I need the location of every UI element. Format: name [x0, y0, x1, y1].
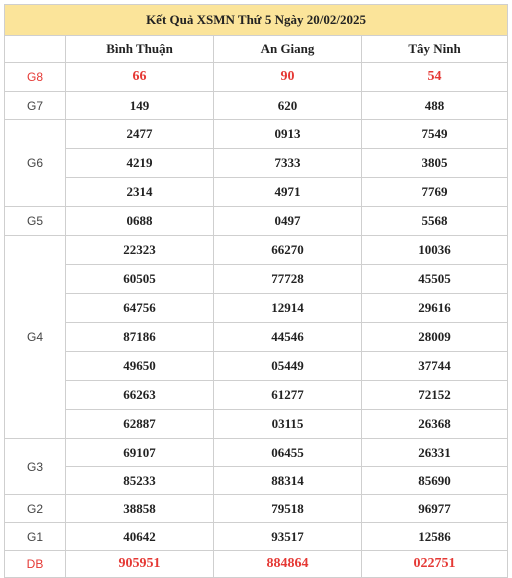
- prize-number: 26331: [362, 439, 508, 467]
- prize-row-g4: [5, 352, 508, 381]
- prize-number: 64756: [66, 294, 214, 323]
- province-header: Bình Thuận: [66, 36, 214, 63]
- prize-label: DB: [5, 551, 66, 578]
- prize-number: 0497: [214, 207, 362, 236]
- prize-number: 12914: [214, 294, 362, 323]
- prize-number: 7769: [362, 178, 508, 207]
- prize-number: 022751: [362, 551, 508, 578]
- prize-number: 05449: [214, 352, 362, 381]
- lottery-results-table: [4, 4, 508, 578]
- prize-row-g4: [5, 323, 508, 352]
- title-row: [5, 5, 508, 36]
- prize-number: 54: [362, 63, 508, 92]
- prize-number: 61277: [214, 381, 362, 410]
- prize-label: G1: [5, 523, 66, 551]
- prize-number: 66270: [214, 236, 362, 265]
- prize-number: 62887: [66, 410, 214, 439]
- prize-number: 87186: [66, 323, 214, 352]
- prize-label: G3: [5, 439, 66, 495]
- prize-number: 7333: [214, 149, 362, 178]
- prize-number: 44546: [214, 323, 362, 352]
- prize-number: 77728: [214, 265, 362, 294]
- prize-number: 29616: [362, 294, 508, 323]
- prize-row-g4: [5, 410, 508, 439]
- prize-number: 2314: [66, 178, 214, 207]
- prize-number: 0688: [66, 207, 214, 236]
- prize-number: 7549: [362, 120, 508, 149]
- prize-number: 90: [214, 63, 362, 92]
- prize-number: 85690: [362, 467, 508, 495]
- prize-row-g7: [5, 92, 508, 120]
- prize-number: 4219: [66, 149, 214, 178]
- prize-number: 884864: [214, 551, 362, 578]
- prize-row-g3: [5, 439, 508, 467]
- prize-number: 37744: [362, 352, 508, 381]
- results-container: [4, 4, 507, 578]
- prize-number: 22323: [66, 236, 214, 265]
- province-header: An Giang: [214, 36, 362, 63]
- prize-number: 85233: [66, 467, 214, 495]
- table-title: Kết Quả XSMN Thứ 5 Ngày 20/02/2025: [5, 5, 508, 36]
- prize-number: 620: [214, 92, 362, 120]
- prize-number: 79518: [214, 495, 362, 523]
- prize-number: 0913: [214, 120, 362, 149]
- prize-number: 2477: [66, 120, 214, 149]
- prize-number: 60505: [66, 265, 214, 294]
- prize-row-g8: [5, 63, 508, 92]
- prize-number: 38858: [66, 495, 214, 523]
- prize-row-g1: [5, 523, 508, 551]
- prize-number: 5568: [362, 207, 508, 236]
- prize-number: 488: [362, 92, 508, 120]
- prize-number: 88314: [214, 467, 362, 495]
- prize-number: 66263: [66, 381, 214, 410]
- prize-row-g4: [5, 236, 508, 265]
- prize-row-g5: [5, 207, 508, 236]
- prize-row-g4: [5, 265, 508, 294]
- prize-number: 96977: [362, 495, 508, 523]
- prize-number: 45505: [362, 265, 508, 294]
- prize-number: 93517: [214, 523, 362, 551]
- prize-number: 3805: [362, 149, 508, 178]
- prize-row-g6: [5, 149, 508, 178]
- prize-number: 72152: [362, 381, 508, 410]
- prize-row-g6: [5, 120, 508, 149]
- province-header-row: [5, 36, 508, 63]
- prize-number: 49650: [66, 352, 214, 381]
- prize-number: 06455: [214, 439, 362, 467]
- prize-number: 4971: [214, 178, 362, 207]
- prize-row-g4: [5, 381, 508, 410]
- prize-number: 149: [66, 92, 214, 120]
- prize-label: G5: [5, 207, 66, 236]
- prize-number: 12586: [362, 523, 508, 551]
- prize-row-g6: [5, 178, 508, 207]
- prize-number: 69107: [66, 439, 214, 467]
- prize-number: 905951: [66, 551, 214, 578]
- prize-number: 26368: [362, 410, 508, 439]
- prize-row-g2: [5, 495, 508, 523]
- prize-label: G6: [5, 120, 66, 207]
- prize-row-g4: [5, 294, 508, 323]
- prize-number: 10036: [362, 236, 508, 265]
- province-header: Tây Ninh: [362, 36, 508, 63]
- prize-number: 28009: [362, 323, 508, 352]
- prize-number: 66: [66, 63, 214, 92]
- prize-number: 40642: [66, 523, 214, 551]
- prize-number: 03115: [214, 410, 362, 439]
- prize-label: G8: [5, 63, 66, 92]
- prize-label: G2: [5, 495, 66, 523]
- prize-row-db: [5, 551, 508, 578]
- prize-label: G7: [5, 92, 66, 120]
- header-empty-cell: [5, 36, 66, 63]
- prize-label: G4: [5, 236, 66, 439]
- prize-row-g3: [5, 467, 508, 495]
